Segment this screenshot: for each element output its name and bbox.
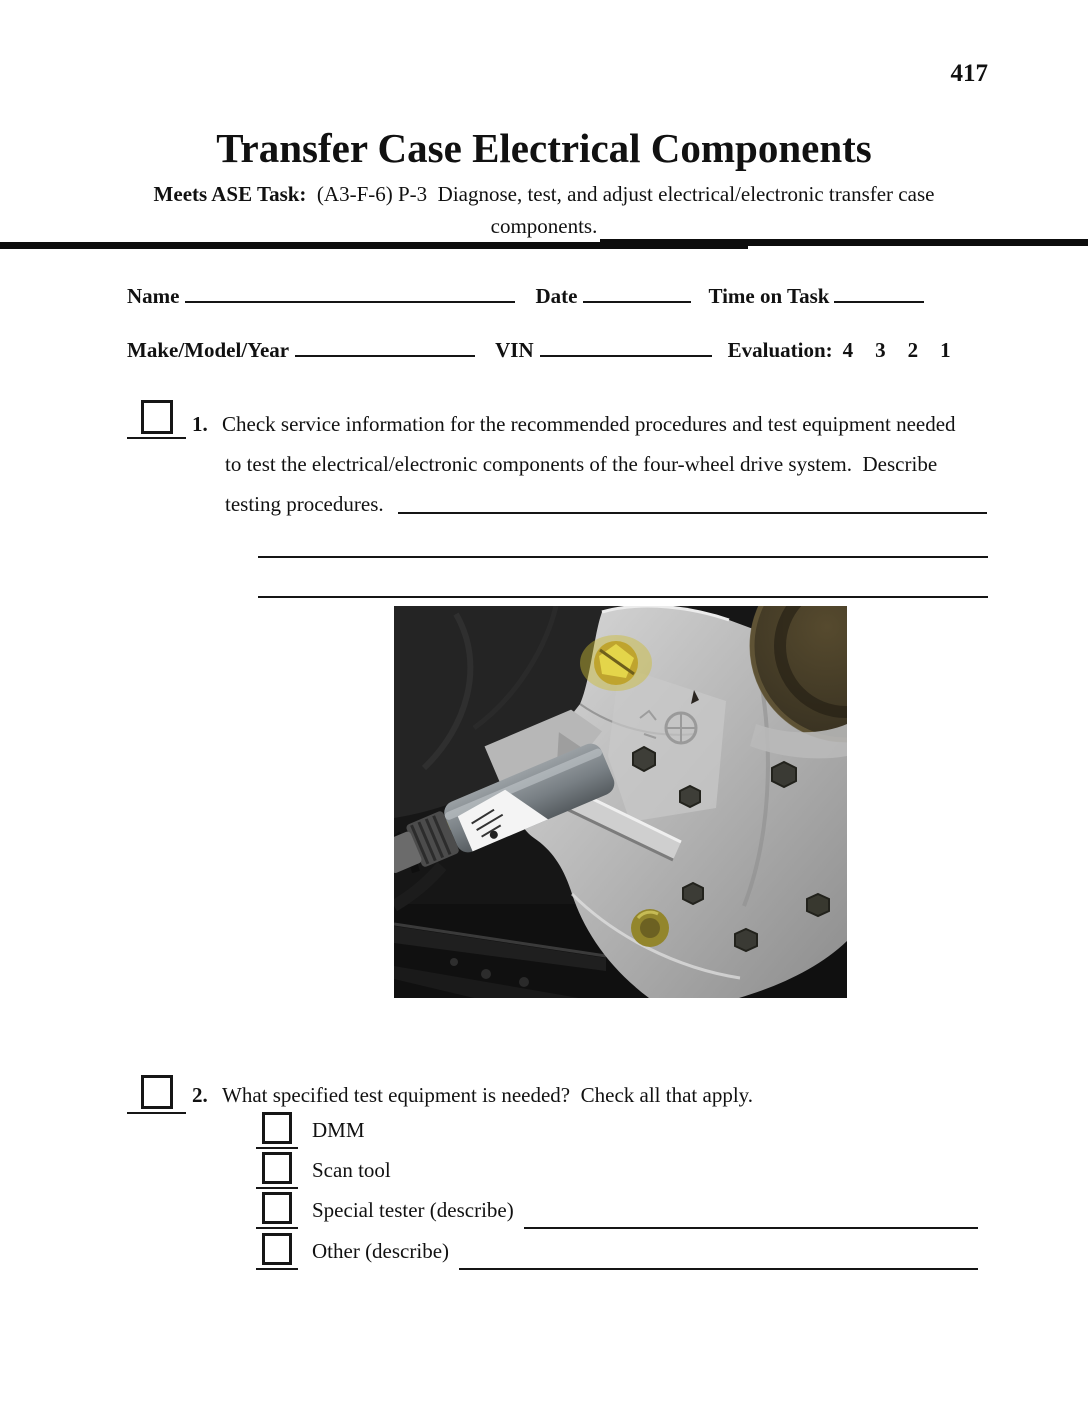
- transfer-case-photo: [394, 606, 847, 998]
- answer-blank-line-2[interactable]: [258, 596, 988, 598]
- evaluation-score-3[interactable]: 3: [875, 338, 886, 362]
- evaluation-score-2[interactable]: 2: [907, 338, 919, 362]
- ase-task-block: [0, 178, 1088, 242]
- option-row-special-tester: [256, 1192, 978, 1229]
- task2-checkbox-line: [127, 1112, 186, 1114]
- option-row-dmm: [256, 1112, 978, 1149]
- special-tester-label: Special tester (describe): [312, 1198, 514, 1222]
- special-tester-checkbox-box[interactable]: [262, 1192, 292, 1224]
- time-on-task-blank[interactable]: [834, 282, 924, 303]
- identity-fields-row: [127, 282, 924, 309]
- task1-text-line1: Check service information for the recommended procedures and test equipment needed: [222, 412, 956, 436]
- task1-checkbox[interactable]: [127, 400, 186, 439]
- page-number: 417: [950, 60, 988, 87]
- task2-number: 2.: [192, 1083, 208, 1107]
- dmm-label: DMM: [312, 1118, 365, 1142]
- ase-task-line2: components.: [490, 214, 598, 238]
- dmm-checkbox-line: [256, 1147, 298, 1149]
- page-title: Transfer Case Electrical Components: [216, 125, 872, 171]
- scan-tool-checkbox-line: [256, 1187, 298, 1189]
- special-tester-checkbox-line: [256, 1227, 298, 1229]
- ase-task-line1: [0, 178, 1088, 210]
- time-on-task-label: Time on Task: [708, 284, 830, 308]
- name-label: Name: [127, 284, 180, 308]
- dmm-checkbox[interactable]: [256, 1112, 298, 1149]
- other-label: Other (describe): [312, 1239, 450, 1263]
- vehicle-fields-row: [127, 336, 951, 363]
- date-label: Date: [535, 284, 578, 308]
- task2-question: What specified test equipment is needed? Check all that apply.: [222, 1083, 754, 1107]
- task1-checkbox-line: [127, 437, 186, 439]
- ase-task-text: (A3-F-6) P-3 Diagnose, test, and adjust electrical/electronic transfer case: [306, 182, 935, 206]
- date-blank[interactable]: [583, 282, 691, 303]
- vin-label: VIN: [495, 338, 534, 362]
- special-tester-blank[interactable]: [524, 1207, 978, 1229]
- evaluation-score-4[interactable]: 4: [842, 338, 854, 362]
- make-model-year-label: Make/Model/Year: [127, 338, 290, 362]
- evaluation-score-1[interactable]: 1: [940, 338, 951, 362]
- name-blank[interactable]: [185, 282, 515, 303]
- transfer-case-photo-art: [394, 606, 847, 998]
- scan-tool-checkbox[interactable]: [256, 1152, 298, 1189]
- task1-text-line2: to test the electrical/electronic components of the four-wheel drive system. Describe: [225, 452, 938, 476]
- task2-checkbox[interactable]: [127, 1075, 186, 1114]
- other-blank[interactable]: [459, 1248, 978, 1270]
- task1-text-line3: testing procedures.: [225, 492, 384, 516]
- task1-number: 1.: [192, 412, 208, 436]
- option-row-scan-tool: [256, 1152, 978, 1189]
- scan-tool-label: Scan tool: [312, 1158, 391, 1182]
- vin-blank[interactable]: [540, 336, 712, 357]
- other-checkbox-line: [256, 1268, 298, 1270]
- other-checkbox[interactable]: [256, 1233, 298, 1270]
- task1-checkbox-box[interactable]: [141, 400, 173, 434]
- task2-checkbox-box[interactable]: [141, 1075, 173, 1109]
- scan-tool-checkbox-box[interactable]: [262, 1152, 292, 1184]
- make-model-year-blank[interactable]: [295, 336, 475, 357]
- dmm-checkbox-box[interactable]: [262, 1112, 292, 1144]
- evaluation-label: Evaluation:: [727, 338, 833, 362]
- header-divider-rule: [600, 239, 1088, 246]
- testing-procedures-blank[interactable]: [398, 512, 987, 514]
- answer-blank-line-1[interactable]: [258, 556, 988, 558]
- other-checkbox-box[interactable]: [262, 1233, 292, 1265]
- ase-task-label: Meets ASE Task:: [153, 182, 307, 206]
- special-tester-checkbox[interactable]: [256, 1192, 298, 1229]
- option-row-other: [256, 1233, 978, 1270]
